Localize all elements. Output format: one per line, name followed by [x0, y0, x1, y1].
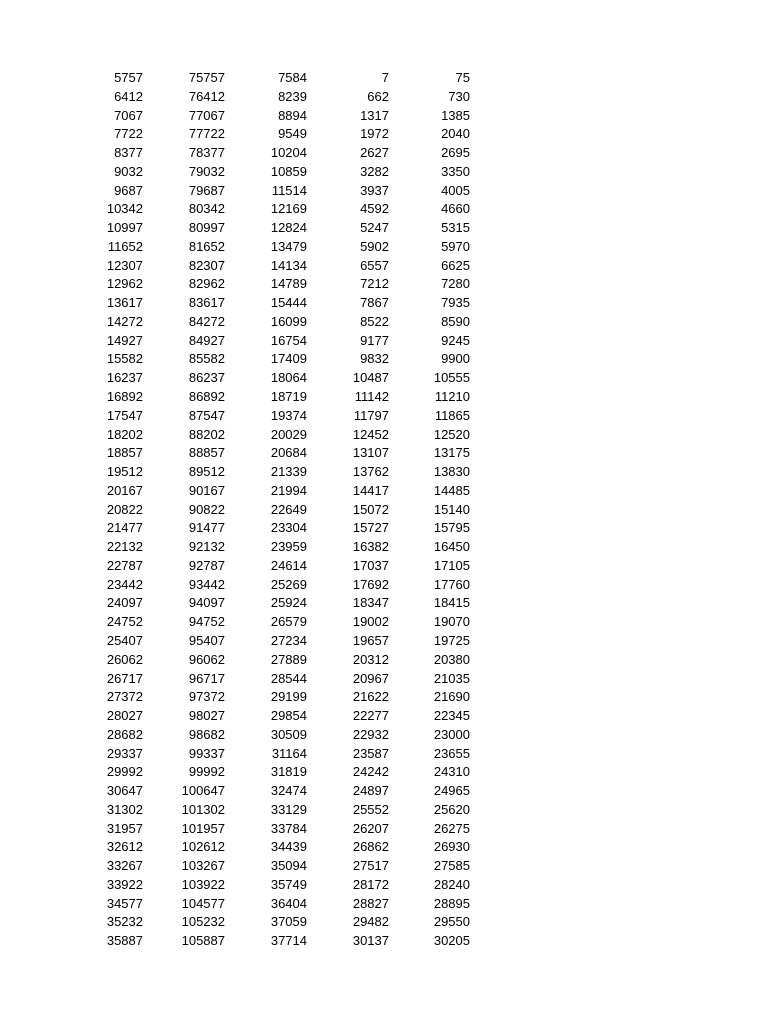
table-cell: 10487 [352, 370, 389, 386]
table-row [0, 557, 768, 576]
table-cell: 10859 [270, 163, 307, 179]
table-cell: 16754 [270, 332, 307, 348]
table-cell: 11865 [434, 407, 470, 423]
table-cell: 19657 [352, 632, 389, 648]
table-cell: 81652 [188, 238, 225, 254]
table-cell: 18347 [352, 595, 389, 611]
table-cell: 98027 [188, 708, 225, 724]
table-row [0, 107, 768, 126]
table-cell: 13617 [106, 295, 143, 311]
table-row [0, 707, 768, 726]
table-row [0, 932, 768, 951]
table-cell: 29992 [106, 764, 143, 780]
table-cell: 20167 [106, 482, 143, 498]
table-cell: 96062 [188, 651, 225, 667]
table-row [0, 876, 768, 895]
table-cell: 18719 [270, 389, 307, 405]
table-cell: 15727 [352, 520, 389, 536]
table-cell: 85582 [188, 351, 225, 367]
table-cell: 9900 [441, 351, 470, 367]
table-cell: 23304 [270, 520, 307, 536]
table-cell: 14272 [106, 313, 143, 329]
table-cell: 15795 [433, 520, 470, 536]
table-cell: 9832 [360, 351, 389, 367]
table-cell: 12520 [433, 426, 470, 442]
table-cell: 13762 [352, 464, 389, 480]
table-row [0, 407, 768, 426]
table-cell: 102612 [181, 839, 225, 855]
table-cell: 10997 [106, 220, 143, 236]
table-cell: 18064 [270, 370, 307, 386]
table-cell: 21622 [352, 689, 389, 705]
table-cell: 28240 [433, 876, 470, 892]
table-cell: 7867 [360, 295, 389, 311]
table-cell: 2040 [441, 126, 470, 142]
table-cell: 22345 [433, 708, 470, 724]
table-row [0, 688, 768, 707]
table-cell: 13107 [352, 445, 389, 461]
table-cell: 36404 [270, 895, 307, 911]
table-row [0, 463, 768, 482]
table-cell: 101957 [181, 820, 225, 836]
table-row [0, 182, 768, 201]
table-cell: 23000 [433, 726, 470, 742]
table-cell: 26717 [106, 670, 143, 686]
table-cell: 20312 [352, 651, 389, 667]
table-cell: 28544 [270, 670, 307, 686]
table-cell: 14417 [352, 482, 389, 498]
table-cell: 27372 [106, 689, 143, 705]
table-cell: 92787 [188, 557, 225, 573]
table-row [0, 257, 768, 276]
table-row [0, 913, 768, 932]
table-cell: 17105 [433, 557, 470, 573]
table-cell: 82307 [188, 257, 225, 273]
table-cell: 100647 [181, 783, 225, 799]
table-cell: 25552 [352, 801, 389, 817]
table-row [0, 501, 768, 520]
table-cell: 19374 [270, 407, 307, 423]
table-cell: 29199 [270, 689, 307, 705]
table-cell: 35232 [106, 914, 143, 930]
table-cell: 16099 [270, 313, 307, 329]
table-cell: 22932 [352, 726, 389, 742]
table-cell: 7067 [114, 107, 143, 123]
table-cell: 21477 [106, 520, 143, 536]
table-cell: 14134 [270, 257, 307, 273]
table-cell: 3937 [360, 182, 389, 198]
table-cell: 94097 [188, 595, 225, 611]
table-cell: 29337 [106, 745, 143, 761]
table-cell: 24752 [106, 614, 143, 630]
table-cell: 18202 [106, 426, 143, 442]
table-cell: 93442 [188, 576, 225, 592]
table-cell: 16382 [352, 539, 389, 555]
table-cell: 31302 [106, 801, 143, 817]
table-cell: 11210 [434, 389, 470, 405]
table-row [0, 388, 768, 407]
table-row [0, 144, 768, 163]
table-cell: 79687 [188, 182, 225, 198]
table-cell: 14789 [270, 276, 307, 292]
table-cell: 28027 [106, 708, 143, 724]
table-cell: 15582 [106, 351, 143, 367]
table-cell: 22132 [106, 539, 143, 555]
table-cell: 98682 [188, 726, 225, 742]
table-cell: 25924 [270, 595, 307, 611]
table-cell: 105887 [181, 933, 225, 949]
table-cell: 4660 [441, 201, 470, 217]
table-cell: 103922 [181, 876, 225, 892]
table-cell: 12824 [270, 220, 307, 236]
table-cell: 30137 [352, 933, 389, 949]
table-row [0, 519, 768, 538]
table-cell: 7212 [360, 276, 389, 292]
table-row [0, 350, 768, 369]
table-cell: 30647 [106, 783, 143, 799]
table-cell: 22277 [352, 708, 389, 724]
table-cell: 33129 [270, 801, 307, 817]
table-cell: 17037 [352, 557, 389, 573]
table-cell: 6625 [441, 257, 470, 273]
table-cell: 29550 [433, 914, 470, 930]
table-cell: 22787 [106, 557, 143, 573]
table-cell: 1317 [360, 107, 389, 123]
table-cell: 28682 [106, 726, 143, 742]
table-cell: 16892 [106, 389, 143, 405]
table-cell: 8377 [114, 145, 143, 161]
table-cell: 4592 [360, 201, 389, 217]
table-row [0, 782, 768, 801]
table-cell: 27234 [270, 632, 307, 648]
table-cell: 33922 [106, 876, 143, 892]
table-cell: 17547 [106, 407, 143, 423]
table-cell: 6557 [360, 257, 389, 273]
table-cell: 18857 [106, 445, 143, 461]
table-cell: 28172 [352, 876, 389, 892]
table-cell: 88202 [188, 426, 225, 442]
table-cell: 8239 [278, 88, 307, 104]
table-row [0, 125, 768, 144]
table-cell: 25269 [270, 576, 307, 592]
table-row [0, 576, 768, 595]
table-cell: 96717 [188, 670, 225, 686]
table-cell: 20380 [433, 651, 470, 667]
table-cell: 20029 [270, 426, 307, 442]
table-cell: 24310 [433, 764, 470, 780]
table-row [0, 275, 768, 294]
table-row [0, 801, 768, 820]
table-cell: 21994 [270, 482, 307, 498]
table-row [0, 294, 768, 313]
table-cell: 16450 [433, 539, 470, 555]
table-cell: 21690 [433, 689, 470, 705]
table-cell: 12307 [106, 257, 143, 273]
table-row [0, 651, 768, 670]
table-cell: 11652 [107, 238, 143, 254]
table-cell: 22649 [270, 501, 307, 517]
table-cell: 29854 [270, 708, 307, 724]
table-cell: 30509 [270, 726, 307, 742]
data-table [0, 69, 768, 951]
table-cell: 89512 [188, 464, 225, 480]
table-cell: 91477 [188, 520, 225, 536]
table-cell: 23959 [270, 539, 307, 555]
table-cell: 26062 [106, 651, 143, 667]
table-cell: 24242 [352, 764, 389, 780]
table-cell: 34439 [270, 839, 307, 855]
table-row [0, 632, 768, 651]
table-cell: 88857 [188, 445, 225, 461]
table-cell: 27585 [433, 858, 470, 874]
table-cell: 9687 [114, 182, 143, 198]
table-cell: 10555 [433, 370, 470, 386]
table-cell: 7935 [441, 295, 470, 311]
table-row [0, 670, 768, 689]
table-cell: 99992 [188, 764, 225, 780]
table-cell: 27517 [352, 858, 389, 874]
table-cell: 19512 [106, 464, 143, 480]
table-row [0, 613, 768, 632]
table-cell: 84927 [188, 332, 225, 348]
table-cell: 10342 [106, 201, 143, 217]
table-cell: 1385 [441, 107, 470, 123]
table-row [0, 820, 768, 839]
table-cell: 78377 [188, 145, 225, 161]
table-cell: 33267 [106, 858, 143, 874]
table-cell: 1972 [360, 126, 389, 142]
table-cell: 19725 [433, 632, 470, 648]
table-cell: 3350 [441, 163, 470, 179]
table-cell: 19070 [433, 614, 470, 630]
table-cell: 86237 [188, 370, 225, 386]
table-cell: 7 [381, 70, 389, 85]
table-cell: 7584 [278, 70, 307, 85]
table-cell: 9245 [441, 332, 470, 348]
table-cell: 11514 [271, 182, 307, 198]
table-cell: 90822 [188, 501, 225, 517]
table-cell: 23655 [433, 745, 470, 761]
table-cell: 12962 [106, 276, 143, 292]
table-cell: 37059 [270, 914, 307, 930]
table-cell: 99337 [188, 745, 225, 761]
table-cell: 5247 [360, 220, 389, 236]
table-cell: 77722 [188, 126, 225, 142]
table-cell: 730 [448, 88, 470, 104]
table-cell: 33784 [270, 820, 307, 836]
table-row [0, 594, 768, 613]
table-cell: 15444 [270, 295, 307, 311]
table-row [0, 763, 768, 782]
table-cell: 101302 [181, 801, 225, 817]
table-cell: 20684 [270, 445, 307, 461]
table-cell: 29482 [352, 914, 389, 930]
table-cell: 7280 [441, 276, 470, 292]
table-cell: 17692 [352, 576, 389, 592]
table-cell: 20967 [352, 670, 389, 686]
table-row [0, 444, 768, 463]
table-cell: 26930 [433, 839, 470, 855]
table-row [0, 238, 768, 257]
table-cell: 17409 [270, 351, 307, 367]
table-cell: 7722 [114, 126, 143, 142]
table-cell: 76412 [188, 88, 225, 104]
table-cell: 20822 [106, 501, 143, 517]
table-cell: 21339 [270, 464, 307, 480]
table-row [0, 313, 768, 332]
table-cell: 13830 [433, 464, 470, 480]
table-cell: 83617 [188, 295, 225, 311]
table-cell: 79032 [188, 163, 225, 179]
table-cell: 11142 [354, 389, 389, 405]
table-cell: 104577 [181, 895, 225, 911]
table-cell: 31957 [106, 820, 143, 836]
table-cell: 75 [455, 70, 470, 85]
table-cell: 15072 [352, 501, 389, 517]
table-cell: 19002 [352, 614, 389, 630]
table-cell: 23442 [106, 576, 143, 592]
table-cell: 26579 [270, 614, 307, 630]
table-cell: 8522 [360, 313, 389, 329]
table-cell: 14485 [433, 482, 470, 498]
table-cell: 30205 [433, 933, 470, 949]
table-cell: 31819 [270, 764, 307, 780]
table-cell: 32474 [270, 783, 307, 799]
table-cell: 27889 [270, 651, 307, 667]
table-cell: 4005 [441, 182, 470, 198]
table-cell: 37714 [270, 933, 307, 949]
table-cell: 26207 [352, 820, 389, 836]
table-row [0, 163, 768, 182]
table-cell: 105232 [181, 914, 225, 930]
table-cell: 25620 [433, 801, 470, 817]
table-cell: 31164 [271, 745, 307, 761]
table-cell: 2627 [360, 145, 389, 161]
table-cell: 13479 [270, 238, 307, 254]
table-cell: 6412 [114, 88, 143, 104]
table-cell: 77067 [188, 107, 225, 123]
table-cell: 24614 [270, 557, 307, 573]
table-cell: 9177 [360, 332, 389, 348]
table-row [0, 219, 768, 238]
table-cell: 17760 [433, 576, 470, 592]
table-cell: 5902 [360, 238, 389, 254]
table-cell: 94752 [188, 614, 225, 630]
table-cell: 21035 [433, 670, 470, 686]
table-cell: 5970 [441, 238, 470, 254]
table-cell: 8894 [278, 107, 307, 123]
table-cell: 13175 [433, 445, 470, 461]
table-cell: 97372 [188, 689, 225, 705]
table-cell: 8590 [441, 313, 470, 329]
table-cell: 35094 [270, 858, 307, 874]
table-row [0, 538, 768, 557]
table-cell: 16237 [106, 370, 143, 386]
table-row [0, 88, 768, 107]
table-cell: 5315 [441, 220, 470, 236]
table-cell: 3282 [360, 163, 389, 179]
table-row [0, 426, 768, 445]
table-row [0, 745, 768, 764]
table-row [0, 838, 768, 857]
table-cell: 5757 [114, 70, 143, 85]
table-cell: 84272 [188, 313, 225, 329]
table-cell: 24897 [352, 783, 389, 799]
table-cell: 18415 [433, 595, 470, 611]
table-cell: 95407 [188, 632, 225, 648]
table-cell: 32612 [106, 839, 143, 855]
table-row [0, 69, 768, 88]
table-row [0, 369, 768, 388]
table-cell: 12169 [270, 201, 307, 217]
table-cell: 92132 [188, 539, 225, 555]
table-cell: 75757 [188, 70, 225, 85]
table-cell: 12452 [352, 426, 389, 442]
table-row [0, 726, 768, 745]
table-cell: 26862 [352, 839, 389, 855]
table-cell: 9549 [278, 126, 307, 142]
table-cell: 26275 [433, 820, 470, 836]
table-cell: 9032 [114, 163, 143, 179]
table-cell: 28827 [352, 895, 389, 911]
table-cell: 35749 [270, 876, 307, 892]
table-cell: 28895 [433, 895, 470, 911]
table-cell: 2695 [441, 145, 470, 161]
table-row [0, 200, 768, 219]
table-cell: 86892 [188, 389, 225, 405]
table-cell: 662 [367, 88, 389, 104]
table-cell: 103267 [181, 858, 225, 874]
table-cell: 15140 [433, 501, 470, 517]
table-cell: 82962 [188, 276, 225, 292]
table-cell: 80342 [188, 201, 225, 217]
table-cell: 34577 [106, 895, 143, 911]
table-cell: 14927 [106, 332, 143, 348]
table-cell: 80997 [188, 220, 225, 236]
table-cell: 35887 [106, 933, 143, 949]
table-row [0, 482, 768, 501]
table-cell: 24097 [106, 595, 143, 611]
table-row [0, 332, 768, 351]
table-cell: 11797 [353, 407, 389, 423]
table-cell: 87547 [188, 407, 225, 423]
table-cell: 23587 [352, 745, 389, 761]
table-cell: 25407 [106, 632, 143, 648]
table-row [0, 895, 768, 914]
table-cell: 24965 [433, 783, 470, 799]
table-row [0, 857, 768, 876]
table-cell: 10204 [270, 145, 307, 161]
table-cell: 90167 [188, 482, 225, 498]
